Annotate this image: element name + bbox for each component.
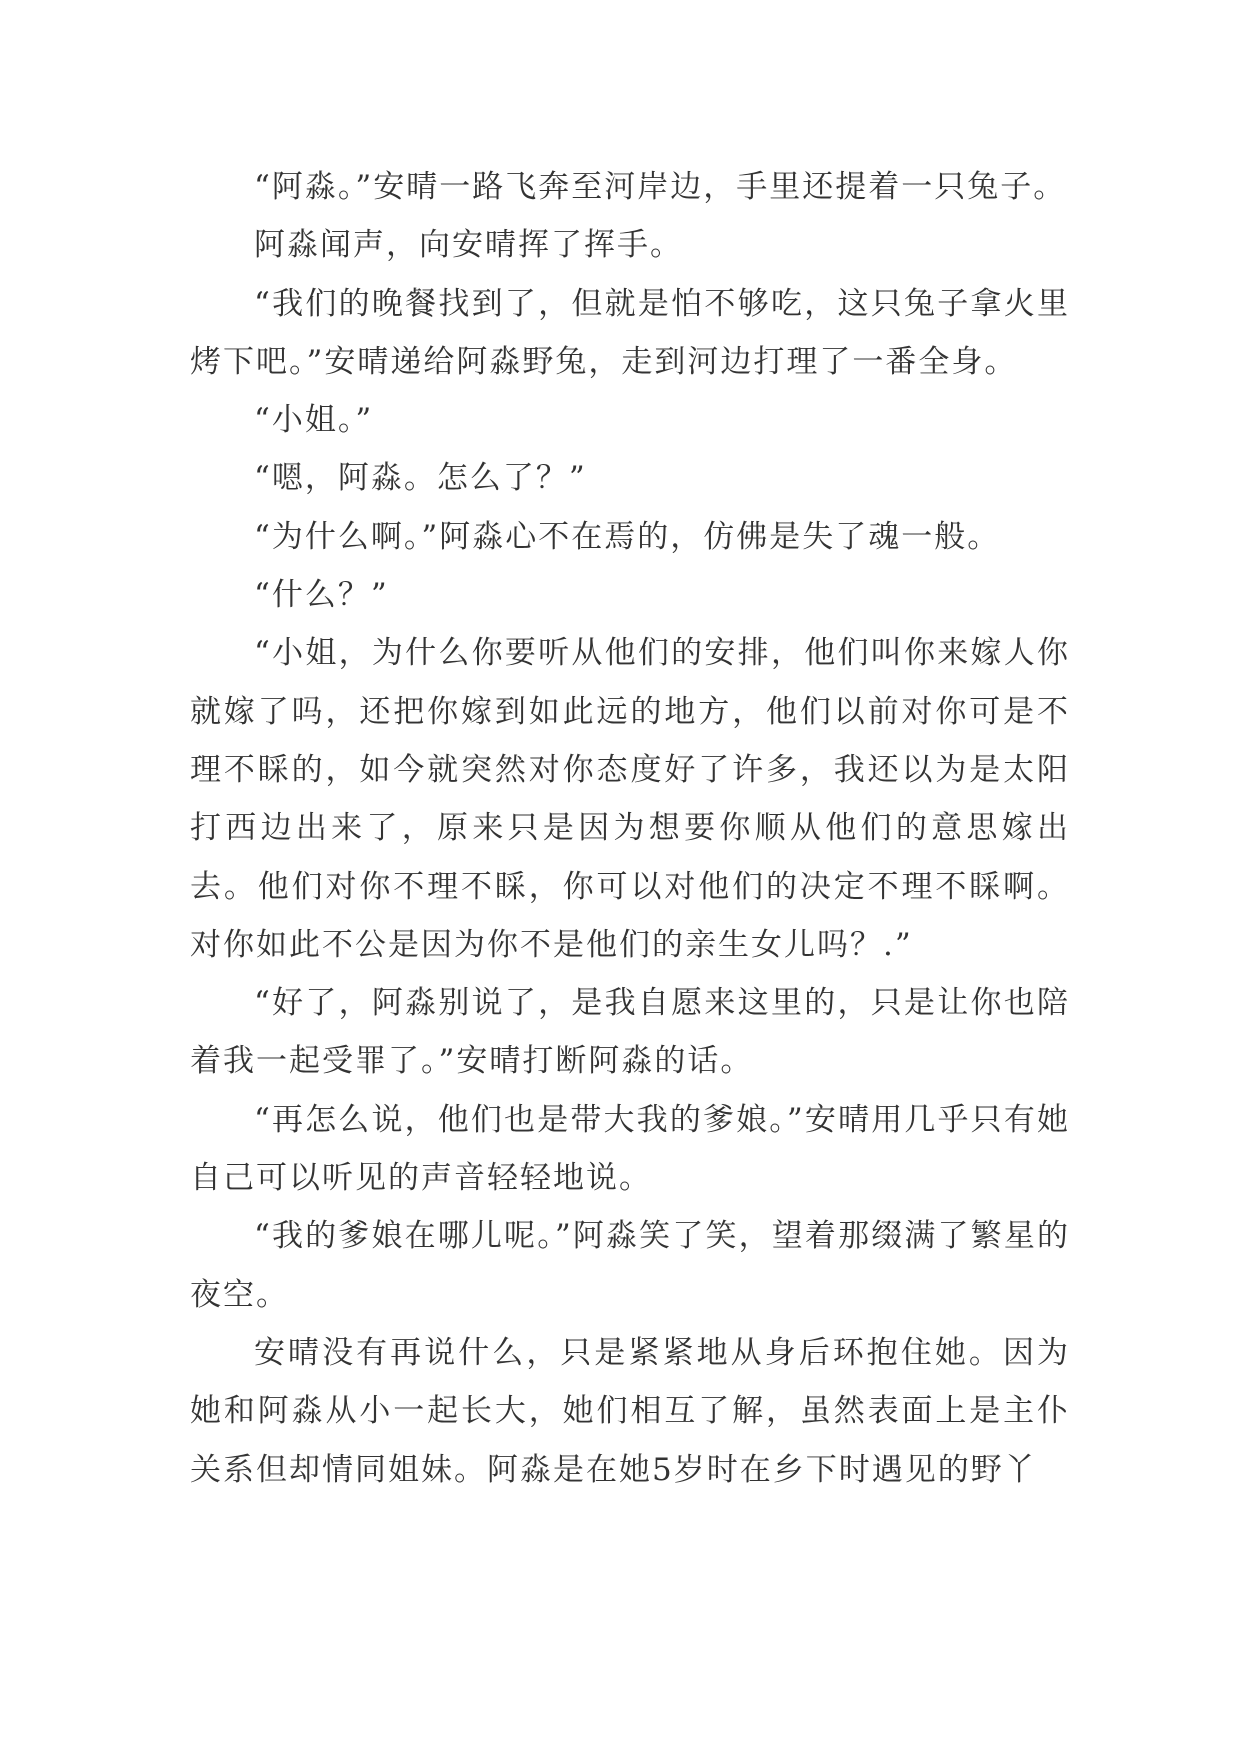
- paragraph: 阿淼闻声，向安晴挥了挥手。: [254, 227, 683, 264]
- paragraph: “好了，阿淼别说了，是我自愿来这里的，只是让你也陪着我一起受罪了。”安晴打断阿淼的话。: [190, 985, 1070, 1080]
- paragraph: “嗯，阿淼。怎么了？”: [254, 460, 587, 497]
- body-text: [190, 158, 1070, 1499]
- paragraph: “再怎么说，他们也是带大我的爹娘。”安晴用几乎只有她自己可以听见的声音轻轻地说。: [190, 1101, 1070, 1197]
- paragraph: “小姐。”: [254, 402, 374, 439]
- paragraph: 安晴没有再说什么，只是紧紧地从身后环抱住她。因为她和阿淼从小一起长大，她们相互了解，虽然表面上是主仆关系但却情同姐妹。阿淼是在她5岁时在乡下时遇见的野丫: [190, 1334, 1070, 1488]
- paragraph: “什么？”: [254, 577, 389, 614]
- paragraph: “小姐，为什么你要听从他们的安排，他们叫你来嫁人你就嫁了吗，还把你嫁到如此远的地方，他们以前对你可是不理不睬的，如今就突然对你态度好了许多，我还以为是太阳打西边出来了，原来只是因为想要你顺从他们的意思嫁出去。他们对你不理不睬，你可以对他们的决定不理不睬啊。对你如此不公是因为你不是他们的亲生女儿吗？.”: [190, 635, 1070, 963]
- paragraph: “我们的晚餐找到了，但就是怕不够吃，这只兔子拿火里烤下吧。”安晴递给阿淼野兔，走到河边打理了一番全身。: [190, 285, 1070, 380]
- paragraph: “为什么啊。”阿淼心不在焉的，仿佛是失了魂一般。: [254, 518, 1001, 555]
- paragraph: “阿淼。”安晴一路飞奔至河岸边，手里还提着一只兔子。: [254, 169, 1067, 205]
- paragraph: “我的爹娘在哪儿呢。”阿淼笑了笑，望着那缀满了繁星的夜空。: [190, 1218, 1070, 1313]
